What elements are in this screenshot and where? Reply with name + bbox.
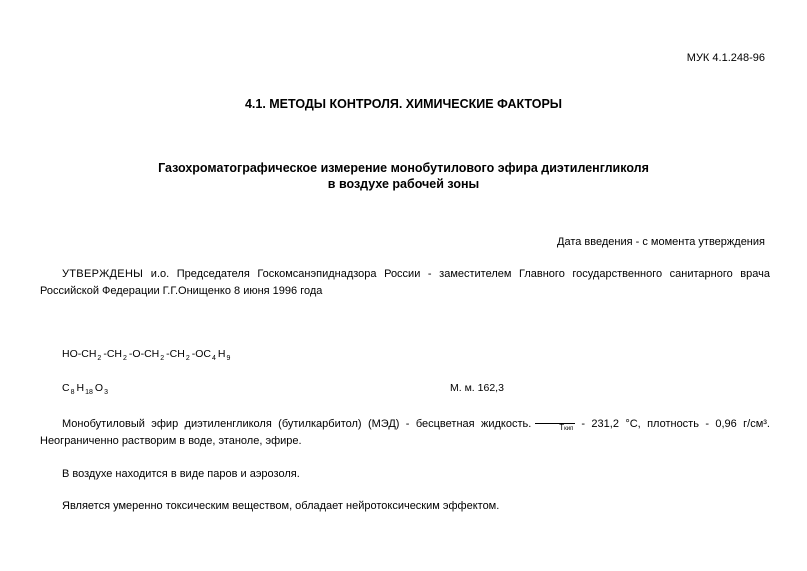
introduction-date: Дата введения - с момента утверждения [557, 236, 765, 248]
structural-formula: $HO-CH_2$ $-CH_2$ $-O-CH_2$ $-CH_2$ $-OC_4$ $H_9$ [62, 348, 231, 362]
molecular-mass: М. м. 162,3 [450, 382, 504, 394]
section-title: 4.1. МЕТОДЫ КОНТРОЛЯ. ХИМИЧЕСКИЕ ФАКТОРЫ [244, 97, 563, 111]
empirical-formula: $C_8$ $H_{18}$ $O_3$ [62, 382, 108, 396]
document-title-line-2: в воздухе рабочей зоны [327, 177, 480, 191]
document-title [0, 160, 807, 192]
description-part-2: - 231,2 °С, плотность - 0,96 г/см³. Неограниченно растворим в воде, этаноле, эфире. [40, 418, 770, 447]
toxicity-paragraph: Является умеренно токсическим веществом, обладает нейротоксическим эффектом. [62, 500, 500, 512]
approval-text: и.о. Председателя Госкомсанэпиднадзора России - заместителем Главного государственного санитарного врача Российской Федерации Г.Г.Онищенко 8 июня 1996 года [40, 268, 770, 297]
approval-paragraph [40, 266, 770, 300]
air-state-paragraph: В воздухе находится в виде паров и аэрозоля. [62, 468, 300, 480]
description-part-1: Монобутиловый эфир диэтиленгликоля (бутилкарбитол) (МЭД) - бесцветная жидкость. [62, 418, 532, 430]
approved-word: УТВЕРЖДЕНЫ [62, 268, 144, 280]
document-title-line-1: Газохроматографическое измерение монобутилового эфира диэтиленгликоля [158, 161, 649, 175]
boiling-point-symbol: Tкип [535, 423, 575, 433]
document-code: МУК 4.1.248-96 [686, 52, 765, 64]
description-paragraph [40, 416, 770, 450]
